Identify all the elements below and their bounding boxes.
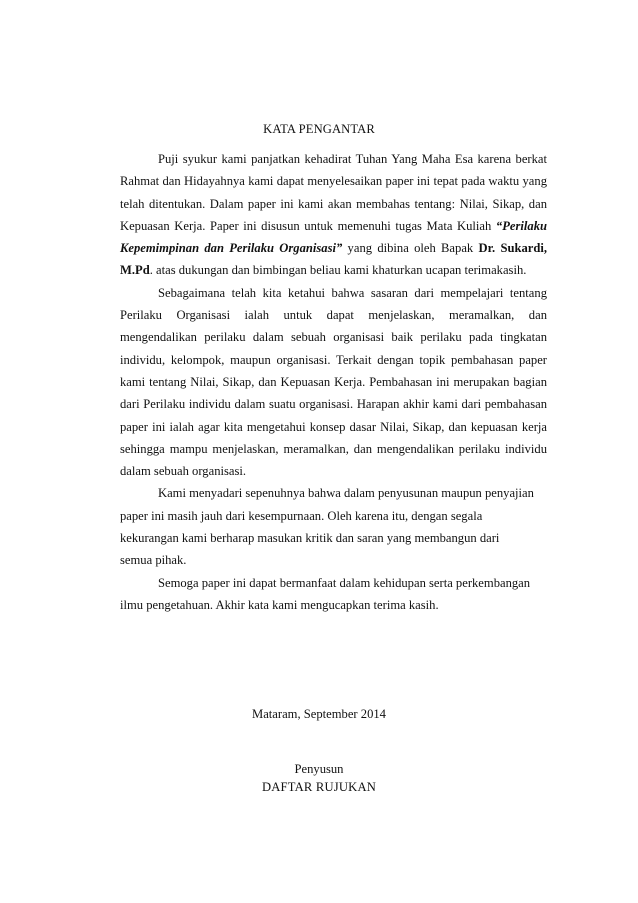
paragraph-acknowledgement xyxy=(120,482,547,571)
paragraph-acknowledgement-line-3: kekurangan kami berharap masukan kritik dan saran yang membangun dari xyxy=(120,531,500,546)
paragraph-closing xyxy=(120,572,547,617)
author-label: Penyusun xyxy=(294,762,344,776)
document-body xyxy=(120,148,547,616)
page-title: KATA PENGANTAR xyxy=(263,122,375,136)
paragraph-intro-text: Puji syukur kami panjatkan kehadirat Tuhan Yang Maha Esa karena berkat Rahmat dan Hidayahnya kami dapat menyelesaikan paper ini tepat pada waktu yang telah ditentukan. Dalam paper ini kami akan membahas tentang: Nilai, Sikap, dan Kepuasan Kerja. Paper ini disusun untuk memenuhi tugas Mata Kuliah xyxy=(120,152,547,233)
paragraph-closing-line-1: Semoga paper ini dapat bermanfaat dalam kehidupan serta perkembangan xyxy=(158,575,531,590)
paragraph-purpose: Sebagaimana telah kita ketahui bahwa sasaran dari mempelajari tentang Perilaku Organisasi ialah untuk dapat menjelaskan, meramalkan, dan mengendalikan perilaku dalam sebuah organisasi baik perilaku pada tingkatan individu, kelompok, maupun organisasi. Terkait dengan topik pembahasan paper kami tentang Nilai, Sikap, dan Kepuasan Kerja. Pembahasan ini merupakan bagian dari Perilaku individu dalam suatu organisasi. Harapan akhir kami dari pembahasan paper ini ialah agar kita mengetahui konsep dasar Nilai, Sikap, dan kepuasan kerja sehingga mampu menjelaskan, meramalkan, dan mengendalikan perilaku individu dalam sebuah organisasi. xyxy=(120,285,547,479)
next-section-heading: DAFTAR RUJUKAN xyxy=(261,780,377,794)
paragraph-acknowledgement-line-1: Kami menyadari sepenuhnya bahwa dalam penyusunan maupun penyajian xyxy=(158,486,534,501)
paragraph-intro-text-3: . atas dukungan dan bimbingan beliau kami khaturkan ucapan terimakasih. xyxy=(149,263,527,278)
paragraph-closing-line-2: ilmu pengetahuan. Akhir kata kami mengucapkan terima kasih. xyxy=(120,597,439,612)
place-date: Mataram, September 2014 xyxy=(252,707,386,721)
paragraph-intro xyxy=(120,148,547,282)
course-title: “Perilaku Kepemimpinan dan Perilaku Organisasi” xyxy=(120,218,547,256)
paragraph-acknowledgement-line-2: paper ini masih jauh dari kesempurnaan. Oleh karena itu, dengan segala xyxy=(120,508,483,523)
paragraph-intro-text-2: yang dibina oleh Bapak xyxy=(342,241,479,256)
lecturer-name: Dr. Sukardi, M.Pd xyxy=(120,241,548,278)
paragraph-acknowledgement-line-4: semua pihak. xyxy=(120,553,187,568)
